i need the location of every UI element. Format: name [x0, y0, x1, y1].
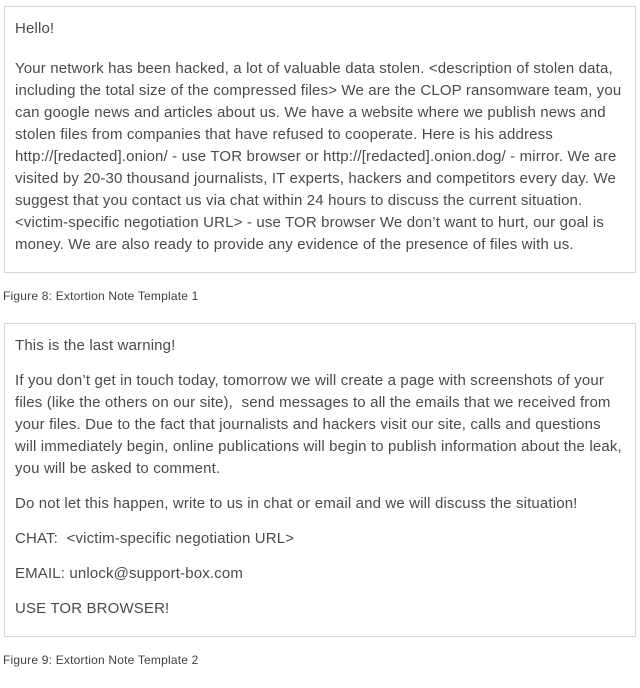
note-paragraph: Do not let this happen, write to us in chat or email and we will discuss the situation! [15, 495, 578, 512]
extortion-note-template-2-box [4, 323, 636, 637]
note-paragraph: EMAIL: unlock@support-box.com [15, 565, 244, 582]
figure-8-caption: Figure 8: Extortion Note Template 1 [3, 289, 199, 303]
extortion-note-template-1-box [4, 6, 636, 273]
note-paragraph: USE TOR BROWSER! [15, 600, 170, 617]
figure-9-caption: Figure 9: Extortion Note Template 2 [3, 653, 199, 667]
note-paragraph: This is the last warning! [15, 337, 176, 354]
note-paragraph: If you don’t get in touch today, tomorrow we will create a page with screenshots of your files (like the others on our site), send messages to all the emails that we received from your files. Due to the fact that journalists and hackers visit our site, calls and questions will immediately begin, online publications will begin to publish information about the leak, you will be asked to comment. [15, 372, 627, 477]
note-paragraph: Your network has been hacked, a lot of valuable data stolen. <description of stolen data, including the total size of the compressed files> We are the CLOP ransomware team, you can google news and articles about us. We have a website where we publish news and stolen files from companies that have refused to cooperate. Here is his address http://[redacted].onion/ - use TOR browser or http://[redacted].onion.dog/ - mirror. We are visited by 20-30 thousand journalists, IT experts, hackers and competitors every day. We suggest that you contact us via chat within 24 hours to discuss the current situation. <victim-specific negotiation URL> - use TOR browser We don’t want to hurt, our goal is money. We are also ready to provide any evidence of the presence of files with us. [15, 60, 626, 253]
note-paragraph: CHAT: <victim-specific negotiation URL> [15, 530, 295, 547]
note-paragraph: Hello! [15, 20, 55, 37]
